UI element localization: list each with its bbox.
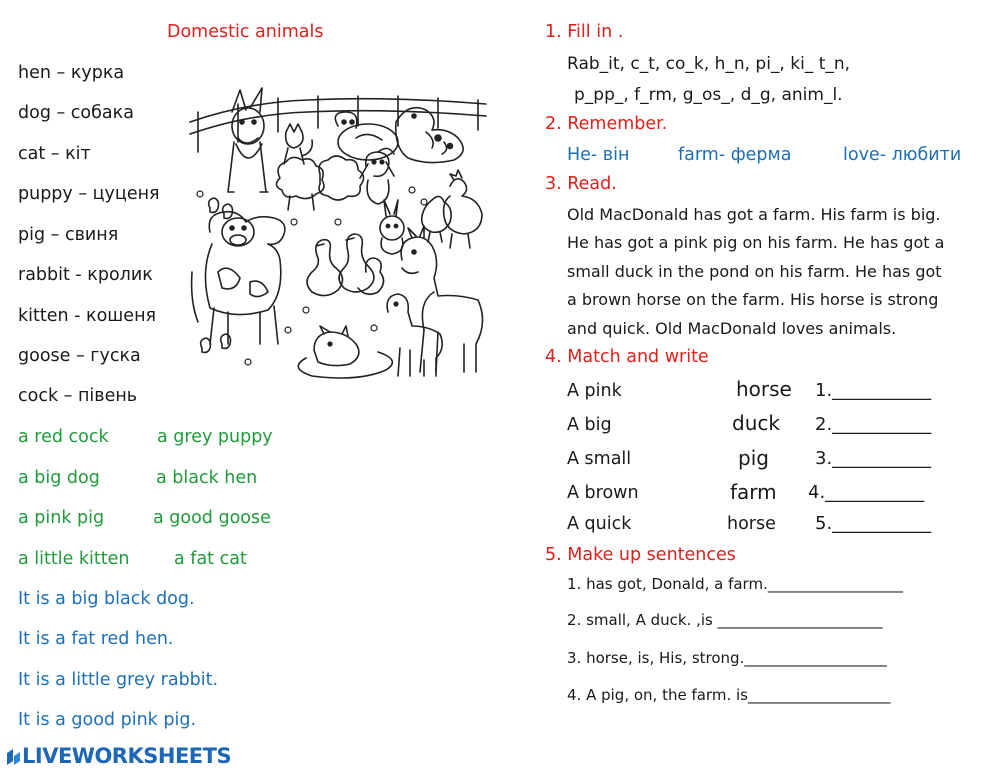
sentence-item[interactable]: 2. small, A duck. ,is ______________________ [567,611,883,629]
reading-line: Old MacDonald has got a farm. His farm is big. [567,205,941,224]
match-left: A quick [567,514,632,534]
phrase-item: a fat cat [174,549,247,569]
example-sentence: It is a fat red hen. [18,629,174,649]
task1-heading: 1. Fill in . [545,22,624,42]
match-left: A brown [567,483,639,503]
liveworksheets-logo: LIVEWORKSHEETS [22,744,232,768]
remember-item: farm- ферма [678,145,792,165]
liveworksheets-logo-icon [6,748,22,766]
vocab-item: pig – свиня [18,225,119,245]
match-word: horse [727,514,776,534]
task5-heading: 5. Make up sentences [545,545,736,565]
example-sentence: It is a little grey rabbit. [18,670,219,690]
vocab-item: dog – собака [18,103,134,123]
example-sentence: It is a good pink pig. [18,710,197,730]
vocab-item: goose – гуска [18,346,141,366]
vocab-item: puppy – цуценя [18,184,160,204]
vocab-item: cat – кіт [18,144,91,164]
match-answer-blank[interactable]: 5.___________ [815,513,932,534]
sentence-item[interactable]: 1. has got, Donald, a farm.__________________ [567,575,903,593]
remember-item: He- він [567,145,630,165]
match-left: A small [567,449,632,469]
phrase-item: a grey puppy [157,427,273,447]
match-answer-blank[interactable]: 3.___________ [815,448,932,469]
match-word: pig [738,446,769,470]
reading-line: and quick. Old MacDonald loves animals. [567,319,897,338]
task3-heading: 3. Read. [545,174,617,194]
match-word: horse [736,377,792,401]
task4-heading: 4. Match and write [545,347,709,367]
sentence-item[interactable]: 3. horse, is, His, strong.___________________ [567,649,887,667]
phrase-item: a little kitten [18,549,130,569]
match-left: A big [567,415,612,435]
reading-line: He has got a pink pig on his farm. He has got a [567,233,945,252]
match-word: farm [730,480,777,504]
match-answer-blank[interactable]: 4.___________ [808,482,925,503]
sentence-item[interactable]: 4. A pig, on, the farm. is___________________ [567,686,891,704]
vocab-item: rabbit - кролик [18,265,153,285]
phrase-item: a red cock [18,427,109,447]
vocab-item: cock – півень [18,386,138,406]
task1-line: p_pp_, f_rm, g_os_, d_g, anim_l. [574,85,843,105]
remember-item: love- любити [843,145,962,165]
task2-heading: 2. Remember. [545,114,668,134]
reading-line: a brown horse on the farm. His horse is strong [567,290,939,309]
left-title: Domestic animals [167,22,324,42]
match-answer-blank[interactable]: 1.___________ [815,380,932,401]
match-left: A pink [567,381,622,401]
reading-line: small duck in the pond on his farm. He has got [567,262,942,281]
phrase-item: a good goose [153,508,271,528]
example-sentence: It is a big black dog. [18,589,195,609]
task1-line: Rab_it, c_t, co_k, h_n, pi_, ki_ t_n, [567,54,851,74]
phrase-item: a black hen [156,468,258,488]
farm-animals-illustration [188,82,488,382]
match-answer-blank[interactable]: 2.___________ [815,414,932,435]
phrase-item: a big dog [18,468,100,488]
vocab-item: hen – курка [18,63,125,83]
match-word: duck [732,411,780,435]
vocab-item: kitten - кошеня [18,306,157,326]
phrase-item: a pink pig [18,508,105,528]
